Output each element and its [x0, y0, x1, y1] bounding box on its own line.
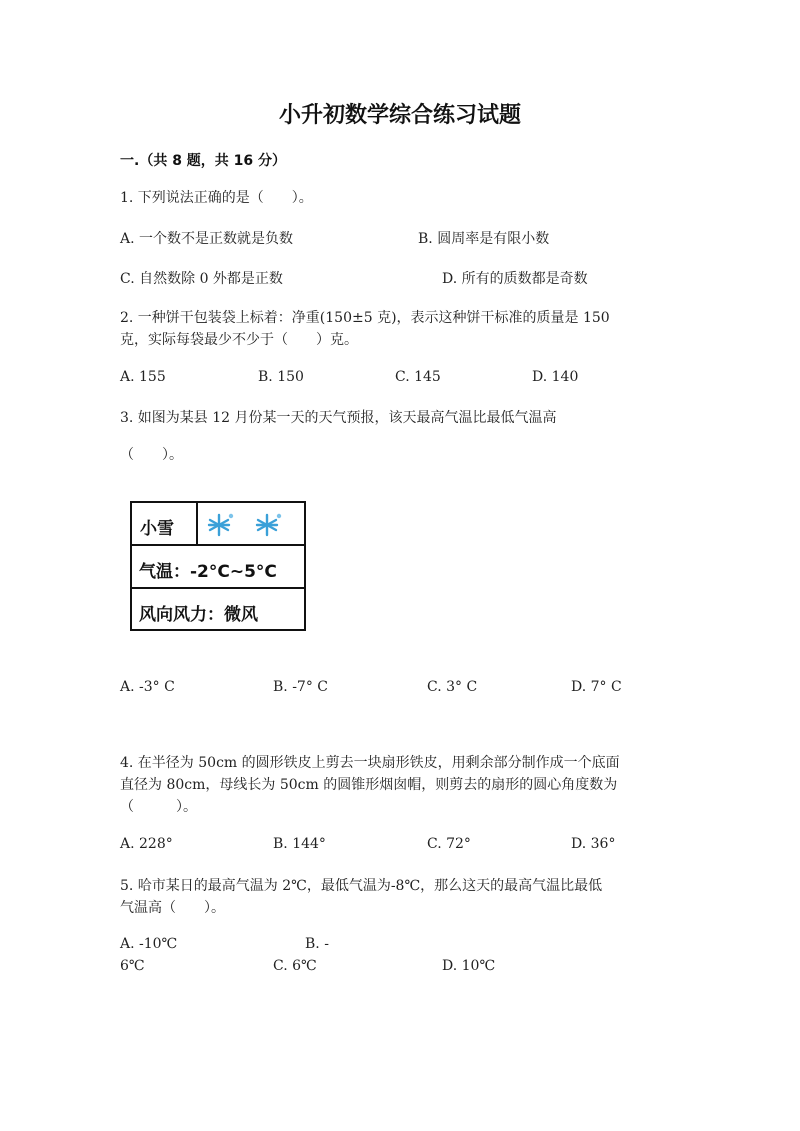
question-4-option-a: A. 228° — [120, 836, 173, 852]
page-title: 小升初数学综合练习试题 — [278, 103, 521, 128]
weather-wind-label: 风向风力：微风 — [139, 605, 258, 625]
section-heading: 一.（共 8 题，共 16 分） — [120, 153, 287, 169]
question-1-stem: 1. 下列说法正确的是（ ）。 — [120, 190, 313, 206]
question-2-stem-line-2: 克，实际每袋最少不少于（ ）克。 — [120, 332, 358, 348]
question-5-option-d: D. 10℃ — [442, 958, 496, 974]
question-3-stem-line-2: （ ）。 — [120, 447, 183, 463]
question-5-option-b-part-1: B. - — [305, 936, 329, 952]
question-4-stem-line-2: 直径为 80cm，母线长为 50cm 的圆锥形烟囱帽，则剪去的扇形的圆心角度数为 — [120, 777, 618, 793]
question-3-option-d: D. 7° C — [571, 679, 622, 695]
question-1-option-d: D. 所有的质数都是奇数 — [442, 271, 588, 287]
snowflake-icon — [206, 511, 236, 539]
question-3-option-a: A. -3° C — [120, 679, 175, 695]
question-4-stem-line-1: 4. 在半径为 50cm 的圆形铁皮上剪去一块扇形铁皮，用剩余部分制作成一个底面 — [120, 755, 620, 771]
question-2-option-d: D. 140 — [532, 369, 579, 385]
question-2-option-b: B. 150 — [258, 369, 304, 385]
question-5-option-a: A. -10℃ — [120, 936, 178, 952]
weather-row-wind — [132, 589, 304, 629]
snowflake-icon — [254, 511, 284, 539]
weather-divider — [196, 503, 198, 546]
question-4-stem-line-3: （ ）。 — [120, 799, 197, 815]
weather-row-temperature — [132, 546, 304, 589]
question-3-option-c: C. 3° C — [427, 679, 478, 695]
question-5-stem-line-2: 气温高（ ）。 — [120, 900, 225, 916]
question-1-option-a: A. 一个数不是正数就是负数 — [120, 231, 294, 247]
weather-row-condition — [132, 503, 304, 546]
question-4-option-b: B. 144° — [273, 836, 326, 852]
question-3-stem-line-1: 3. 如图为某县 12 月份某一天的天气预报，该天最高气温比最低气温高 — [120, 410, 557, 426]
question-1-option-b: B. 圆周率是有限小数 — [418, 231, 550, 247]
question-4-option-d: D. 36° — [571, 836, 616, 852]
question-5-stem-line-1: 5. 哈市某日的最高气温为 2℃，最低气温为-8℃，那么这天的最高气温比最低 — [120, 878, 603, 894]
weather-forecast-card — [130, 501, 306, 631]
question-3-option-b: B. -7° C — [273, 679, 328, 695]
weather-temperature-label: 气温：-2°C~5°C — [139, 562, 277, 582]
question-2-option-a: A. 155 — [120, 369, 166, 385]
question-2-option-c: C. 145 — [395, 369, 441, 385]
question-5-option-c: C. 6℃ — [273, 958, 317, 974]
question-5-option-b-part-2: 6℃ — [120, 958, 145, 974]
question-4-option-c: C. 72° — [427, 836, 471, 852]
question-2-stem-line-1: 2. 一种饼干包装袋上标着：净重(150±5 克)，表示这种饼干标准的质量是 150 — [120, 310, 610, 326]
question-1-option-c: C. 自然数除 0 外都是正数 — [120, 271, 283, 287]
weather-condition-label: 小雪 — [140, 519, 174, 539]
